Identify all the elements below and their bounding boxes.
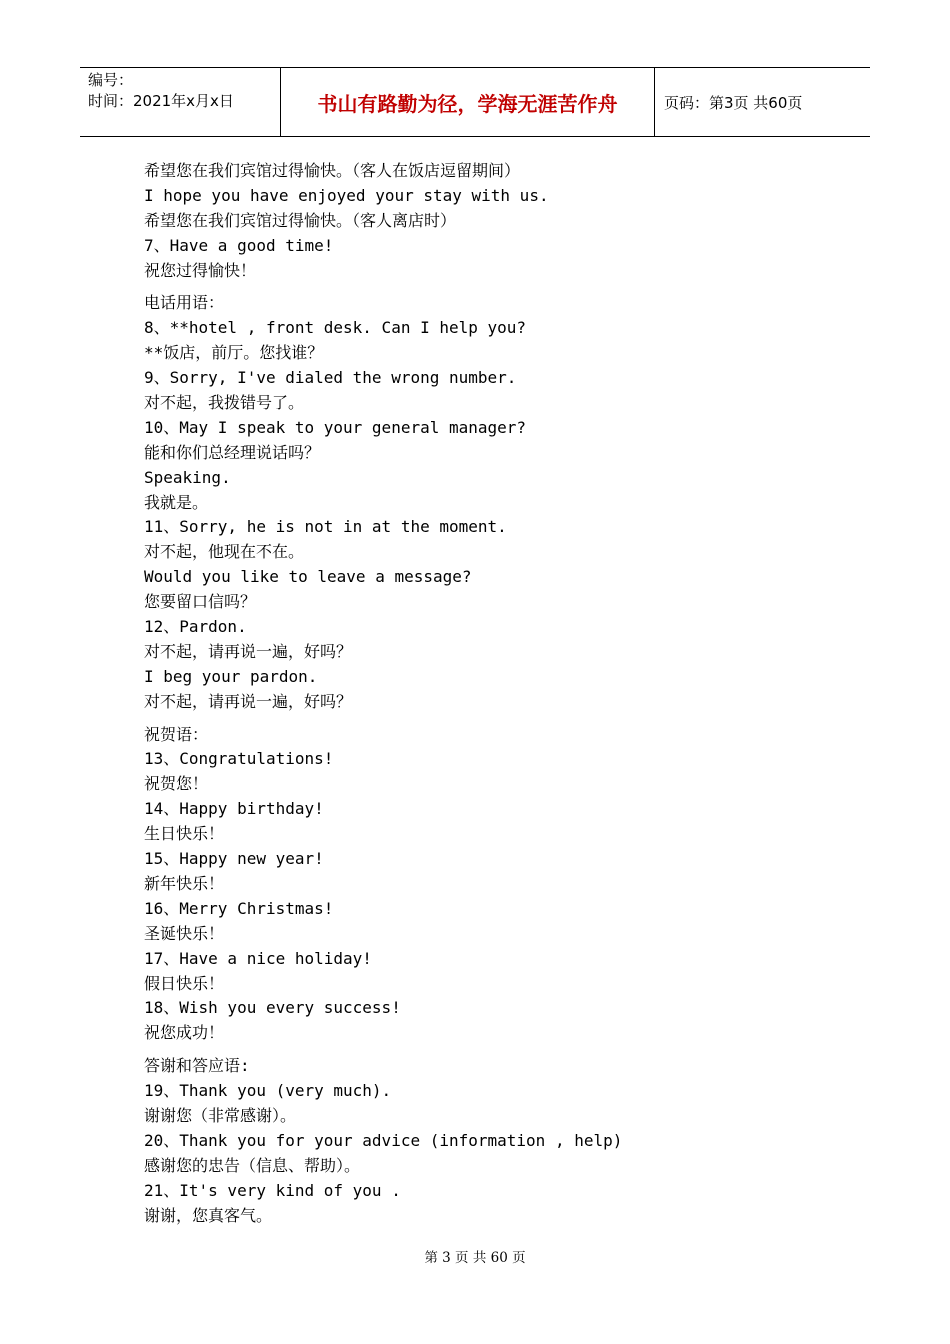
text-line: 希望您在我们宾馆过得愉快。（客人在饭店逗留期间） (144, 161, 521, 180)
text-line: 能和你们总经理说话吗？ (144, 442, 321, 462)
section-gap (144, 1046, 864, 1054)
number-label: 编号： (88, 71, 134, 89)
text-line: 新年快乐！ (144, 873, 225, 893)
text-line: 对不起，请再说一遍，好吗？ (144, 691, 353, 711)
header-motto: 书山有路勤为径，学海无涯苦作舟 (281, 68, 655, 136)
text-line: 16、Merry Christmas! (144, 898, 334, 918)
text-line: 10、May I speak to your general manager? (144, 417, 527, 437)
text-line: 生日快乐！ (144, 824, 225, 844)
text-line: 12、Pardon. (144, 617, 247, 637)
text-line: 11、Sorry, he is not in at the moment. (144, 517, 507, 537)
section-heading: 电话用语： (144, 293, 225, 313)
section-block (144, 1054, 864, 1228)
page-footer: 第 3 页 共 60 页 (424, 1250, 526, 1266)
page-header (80, 67, 870, 137)
text-line: 21、It's very kind of you . (144, 1180, 401, 1200)
header-meta (80, 68, 281, 136)
text-line: 感谢您的忠告（信息、帮助）。 (144, 1155, 361, 1175)
section-gap (144, 715, 864, 723)
text-line: 假日快乐！ (144, 973, 225, 993)
text-line: 对不起，请再说一遍，好吗？ (144, 641, 353, 661)
text-line: I hope you have enjoyed your stay with us. (144, 185, 549, 205)
section-block (144, 723, 864, 1047)
text-line: 8、**hotel , front desk. Can I help you? (144, 318, 527, 338)
section-heading: 祝贺语： (144, 724, 209, 744)
text-line: Would you like to leave a message? (144, 567, 472, 587)
text-line: 13、Congratulations! (144, 749, 334, 769)
text-line: 14、Happy birthday! (144, 799, 324, 819)
section-gap (144, 283, 864, 291)
text-line: 17、Have a nice holiday! (144, 948, 372, 968)
text-line: Speaking. (144, 467, 231, 487)
document-body (144, 159, 864, 1228)
text-line: 谢谢您（非常感谢）。 (144, 1105, 297, 1125)
text-line: 我就是。 (144, 492, 209, 512)
header-page-info: 页码：第3页 共60页 (664, 93, 803, 112)
text-line: 希望您在我们宾馆过得愉快。（客人离店时） (144, 210, 457, 230)
text-line: 祝贺您！ (144, 774, 209, 794)
text-line: 20、Thank you for your advice (information , help) (144, 1130, 623, 1150)
text-line: 谢谢，您真客气。 (144, 1205, 273, 1225)
text-line: 祝您过得愉快！ (144, 260, 257, 280)
text-line: 19、Thank you (very much). (144, 1081, 392, 1101)
text-line: 祝您成功！ (144, 1023, 225, 1043)
text-line: I beg your pardon. (144, 666, 318, 686)
text-line: 您要留口信吗？ (144, 592, 257, 612)
text-line: **饭店，前厅。您找谁？ (144, 343, 324, 363)
text-line: 对不起，他现在不在。 (144, 542, 305, 562)
section-heading: 答谢和答应语: (144, 1056, 250, 1076)
text-line: 7、Have a good time! (144, 235, 334, 255)
section-block (144, 291, 864, 714)
text-line: 9、Sorry, I've dialed the wrong number. (144, 368, 517, 388)
text-line: 15、Happy new year! (144, 849, 324, 869)
text-line: 圣诞快乐！ (144, 923, 225, 943)
section-block (144, 159, 864, 283)
time-label: 时间：2021年x月x日 (88, 92, 234, 110)
text-line: 对不起，我拨错号了。 (144, 393, 305, 413)
text-line: 18、Wish you every success! (144, 998, 401, 1018)
